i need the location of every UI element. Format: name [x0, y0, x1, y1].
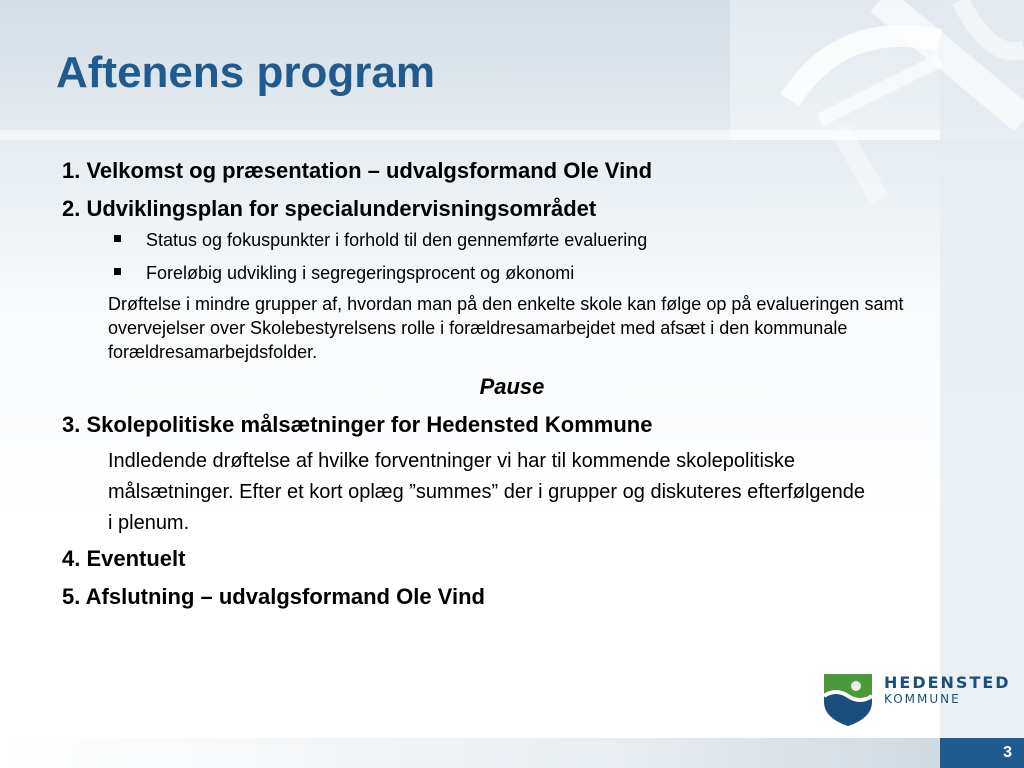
- footer-bar: [0, 738, 1024, 768]
- logo-name: HEDENSTED: [884, 673, 1011, 692]
- bullet-item: [114, 262, 922, 284]
- logo-subtitle: KOMMUNE: [884, 692, 961, 706]
- slide-title: Aftenens program: [56, 48, 435, 97]
- agenda-item-4: 4. Eventuelt: [62, 546, 186, 571]
- agenda-item-3-description: Indledende drøftelse af hvilke forventninger vi har til kommende skolepolitiske målsætninger. Efter et kort oplæg ”summes” der i grupper og diskuteres efterfølgende i plenum.: [108, 450, 866, 534]
- hedensted-shield-icon: [822, 672, 874, 728]
- hedensted-logo: [822, 672, 1011, 728]
- agenda: [62, 157, 922, 621]
- agenda-item-2: 2. Udviklingsplan for specialundervisningsområdet: [62, 196, 597, 221]
- bullet-text: Foreløbig udvikling i segregeringsprocent og økonomi: [146, 263, 575, 283]
- pause-label: Pause: [479, 374, 545, 399]
- agenda-item-1: 1. Velkomst og præsentation – udvalgsformand Ole Vind: [62, 158, 653, 183]
- agenda-item-2-bullets: [62, 229, 922, 284]
- agenda-item-2-description: Drøftelse i mindre grupper af, hvordan man på den enkelte skole kan følge op på evalueringen samt overvejelser over Skolebestyrelsens rolle i forældresamarbejdet med afsæt i den kommunale forældresamarbejdsfolder.: [108, 294, 904, 362]
- bullet-text: Status og fokuspunkter i forhold til den gennemførte evaluering: [146, 230, 648, 250]
- agenda-item-5: 5. Afslutning – udvalgsformand Ole Vind: [62, 584, 485, 609]
- agenda-item-3: 3. Skolepolitiske målsætninger for Hedensted Kommune: [62, 412, 653, 437]
- bullet-square-icon: [114, 235, 121, 242]
- page-number: 3: [940, 738, 1024, 768]
- logo-text: [884, 674, 1011, 706]
- bullet-item: [114, 229, 922, 251]
- bullet-square-icon: [114, 268, 121, 275]
